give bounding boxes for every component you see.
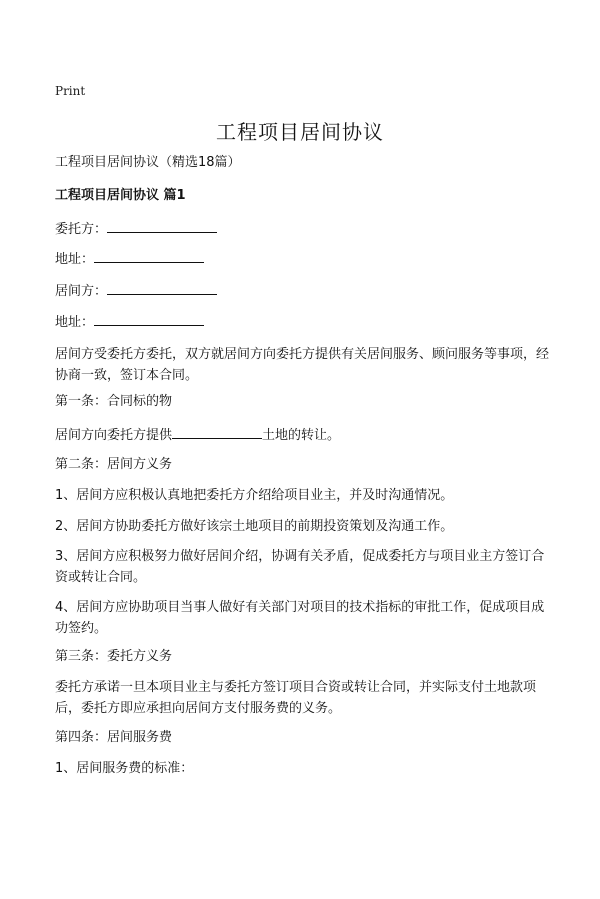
article4-heading: 第四条：居间服务费 <box>55 730 173 745</box>
field-client-blank <box>107 218 217 233</box>
field-intermediary-address-label: 地址： <box>55 315 95 330</box>
article1-text-before: 居间方向委托方提供 <box>55 428 173 443</box>
section-heading: 工程项目居间协议 篇1 <box>55 188 186 203</box>
article1-blank <box>172 424 262 439</box>
article1-text <box>55 424 340 446</box>
article2-item-4: 4、居间方应协助项目当事人做好有关部门对项目的技术指标的审批工作，促成项目成功签约。 <box>55 600 545 636</box>
article2-item-1: 1、居间方应积极认真地把委托方介绍给项目业主，并及时沟通情况。 <box>55 488 454 503</box>
article1-heading: 第一条：合同标的物 <box>55 394 173 409</box>
field-intermediary-label: 居间方： <box>55 284 108 299</box>
field-client-address-label: 地址： <box>55 252 95 267</box>
article4-item-1: 1、居间服务费的标准： <box>55 761 194 776</box>
field-client-address <box>55 248 204 270</box>
field-intermediary-address-blank <box>94 311 204 326</box>
document-subtitle: 工程项目居间协议（精选18篇） <box>55 155 241 170</box>
print-label: Print <box>55 84 86 98</box>
field-client-label: 委托方： <box>55 222 108 237</box>
field-intermediary-address <box>55 311 204 333</box>
article3-text: 委托方承诺一旦本项目业主与委托方签订项目合资或转让合同，并实际支付土地款项后，委托方即应承担向居间方支付服务费的义务。 <box>55 680 537 716</box>
article2-heading: 第二条：居间方义务 <box>55 457 173 472</box>
field-intermediary <box>55 280 217 302</box>
intro-paragraph: 居间方受委托方委托，双方就居间方向委托方提供有关居间服务、顾问服务等事项，经协商一致，签订本合同。 <box>55 347 550 383</box>
article1-text-after: 土地的转让。 <box>262 428 341 443</box>
field-intermediary-blank <box>107 280 217 295</box>
document-title: 工程项目居间协议 <box>216 120 384 144</box>
article3-heading: 第三条：委托方义务 <box>55 649 173 664</box>
field-client <box>55 218 217 240</box>
article2-item-3: 3、居间方应积极努力做好居间介绍，协调有关矛盾，促成委托方与项目业主方签订合资或转让合同。 <box>55 549 545 585</box>
article2-item-2: 2、居间方协助委托方做好该宗土地项目的前期投资策划及沟通工作。 <box>55 519 454 534</box>
field-client-address-blank <box>94 248 204 263</box>
